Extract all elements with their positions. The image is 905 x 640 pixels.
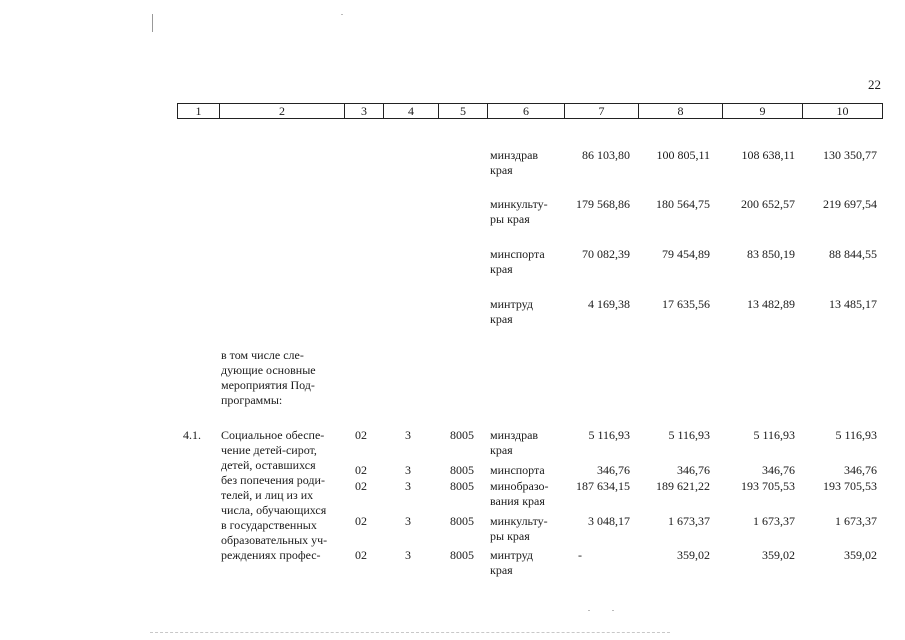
value-col8: 1 673,37 (668, 514, 710, 528)
org-label: минтруд края (490, 548, 534, 577)
column-header-8: 8 (638, 104, 722, 118)
scan-artifact-line (150, 632, 670, 633)
code-col4: 3 (405, 548, 411, 562)
code-col3: 02 (355, 479, 367, 493)
code-col3: 02 (355, 548, 367, 562)
column-header-2: 2 (219, 104, 344, 118)
page-number: 22 (868, 77, 881, 92)
column-header-4: 4 (383, 104, 438, 118)
value-col7: 86 103,80 (582, 148, 630, 162)
org-label: минкульту- ры края (490, 514, 548, 543)
code-col4: 3 (405, 428, 411, 442)
value-col7: 179 568,86 (576, 197, 630, 211)
value-col8: 359,02 (677, 548, 710, 562)
code-col5: 8005 (450, 514, 474, 528)
value-col8: 5 116,93 (668, 428, 710, 442)
code-col4: 3 (405, 463, 411, 477)
value-col9: 200 652,57 (741, 197, 795, 211)
value-col8: 79 454,89 (662, 247, 710, 261)
column-number-header (177, 103, 883, 119)
code-col5: 8005 (450, 428, 474, 442)
column-header-9: 9 (722, 104, 802, 118)
value-col7: 3 048,17 (588, 514, 630, 528)
value-col10: 219 697,54 (823, 197, 877, 211)
column-header-3: 3 (344, 104, 383, 118)
value-col8: 346,76 (677, 463, 710, 477)
value-col10: 359,02 (844, 548, 877, 562)
item-number: 4.1. (183, 428, 201, 442)
column-header-1: 1 (195, 104, 202, 118)
code-col3: 02 (355, 514, 367, 528)
org-label: минспорта края (490, 247, 545, 276)
scan-dot (341, 14, 343, 15)
value-col7: 346,76 (597, 463, 630, 477)
org-label: минздрав края (490, 148, 539, 177)
value-col8: 100 805,11 (656, 148, 710, 162)
scan-mark (152, 14, 153, 32)
org-label: минтруд края (490, 297, 534, 326)
value-col7: 4 169,38 (588, 297, 630, 311)
value-col10: 5 116,93 (835, 428, 877, 442)
value-col7: 5 116,93 (588, 428, 630, 442)
code-col4: 3 (405, 479, 411, 493)
value-col9: 108 638,11 (741, 148, 795, 162)
value-col9: 359,02 (762, 548, 795, 562)
column-header-5: 5 (438, 104, 487, 118)
column-header-6: 6 (487, 104, 564, 118)
value-col10: 13 485,17 (829, 297, 877, 311)
value-col8: 17 635,56 (662, 297, 710, 311)
value-col8: 180 564,75 (656, 197, 710, 211)
value-col9: 346,76 (762, 463, 795, 477)
value-col9: 5 116,93 (753, 428, 795, 442)
value-col9: 83 850,19 (747, 247, 795, 261)
org-label: минспорта (490, 463, 545, 477)
scan-dot (588, 610, 590, 611)
value-col10: 130 350,77 (823, 148, 877, 162)
code-col5: 8005 (450, 548, 474, 562)
value-col10: 88 844,55 (829, 247, 877, 261)
code-col4: 3 (405, 514, 411, 528)
value-col7: 187 634,15 (576, 479, 630, 493)
code-col5: 8005 (450, 463, 474, 477)
subsection-caption: в том числе сле- дующие основные мероприятия Под- программы: (221, 348, 316, 407)
value-col7: 70 082,39 (582, 247, 630, 261)
value-col9: 1 673,37 (753, 514, 795, 528)
value-col7: - (578, 548, 582, 562)
org-label: минздрав края (490, 428, 539, 457)
value-col10: 346,76 (844, 463, 877, 477)
code-col3: 02 (355, 428, 367, 442)
column-header-10: 10 (802, 104, 882, 118)
value-col9: 193 705,53 (741, 479, 795, 493)
value-col9: 13 482,89 (747, 297, 795, 311)
value-col10: 1 673,37 (835, 514, 877, 528)
code-col3: 02 (355, 463, 367, 477)
column-header-7: 7 (564, 104, 638, 118)
scan-dot (612, 610, 614, 611)
org-label: минобразо- вания края (490, 479, 549, 508)
value-col10: 193 705,53 (823, 479, 877, 493)
value-col8: 189 621,22 (656, 479, 710, 493)
code-col5: 8005 (450, 479, 474, 493)
org-label: минкульту- ры края (490, 197, 548, 226)
item-description: Социальное обеспе- чение детей-сирот, детей, оставшихся без попечения роди- телей, и лиц из их числа, обучающихся в государственных образовательных уч- реждениях профес- (221, 428, 328, 562)
